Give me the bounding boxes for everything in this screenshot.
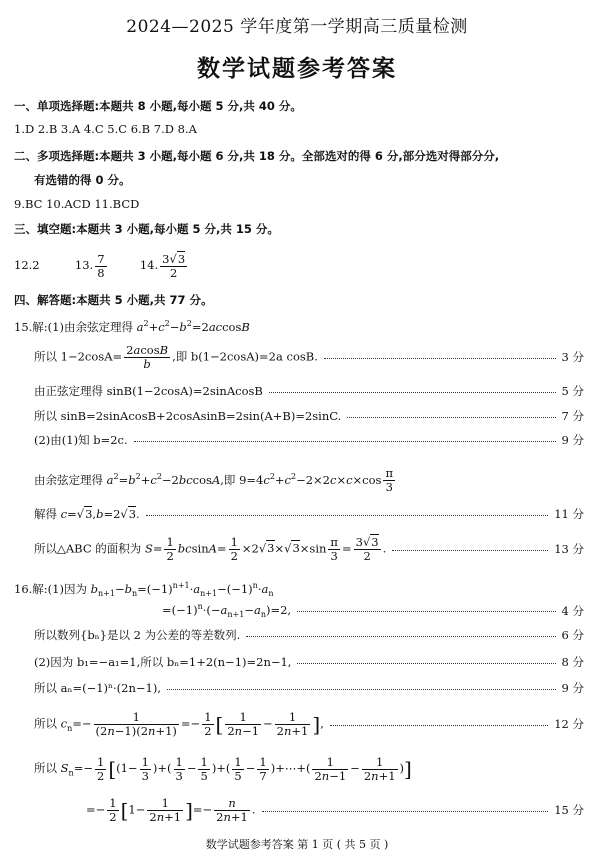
q16-step-2: 所以数列{bₙ}是以 2 为公差的等差数列. 6 分: [34, 628, 584, 642]
q15-step-4: (2)由(1)知 b=2c. 9 分: [34, 433, 584, 447]
section-2-title-cont: 有选错的得 0 分。: [34, 173, 131, 187]
section-1-answers: 1.D 2.B 3.A 4.C 5.C 6.B 7.D 8.A: [14, 122, 197, 136]
section-2-title: 二、多项选择题:本题共 3 小题,每小题 6 分,共 18 分。全部选对的得 6 分,部分选对得部分分,: [14, 149, 500, 163]
section-4-title: 四、解答题:本题共 5 小题,共 77 分。: [14, 293, 213, 307]
q16-step-6: 所以 $S_n=-$ $\frac{1}{2}$ [(1− $\frac{1}{3}$ )+( $\frac{1}{3}$ − $\frac{1}{5}$ )+( $\frac{1}{5}$ − $\frac{1}{7}$ )+⋯+( $\frac{1}{2n-1}$ − $\frac{1}{2n+1}$ )]: [34, 754, 412, 783]
q15-step-3: 所以 sinB=2sinAcosB+2cosAsinB=2sin(A+B)=2sinC. 7 分: [34, 409, 584, 423]
score-3: 3 分: [561, 350, 584, 364]
q15-step-7: 所以△ABC 的面积为 S= $\frac{1}{2}$ bcsinA= $\frac{1}{2}$ ×2√3×√3×sin $\frac{\pi}{3}$ = $\frac{3√3}{2}$ . 13 分: [34, 534, 584, 563]
page-title: 数学试题参考答案: [197, 56, 397, 82]
q16-intro: 16.解:(1)因为 $b_{n+1}-b_n=(-1)^{n+1}\cdot a_{n+1}-(-1)^n\cdot a_n$: [14, 581, 274, 599]
answer-13-label: 13.: [74, 258, 94, 272]
q16-step-4: 所以 aₙ=(−1)ⁿ·(2n−1), 9 分: [34, 681, 584, 695]
section-3-answers: [14, 250, 189, 280]
q16-step-1: $=(-1)^n\cdot(-a_{n+1}-a_n)=2$, 4 分: [162, 602, 584, 620]
page-footer: 数学试题参考答案 第 1 页 ( 共 5 页 ): [205, 838, 389, 851]
q16-step-5: 所以 $c_n=-$ $\frac{1}{(2n-1)(2n+1)}$ =− $\frac{1}{2}$ [ $\frac{1}{2n-1}$ − $\frac{1}{2n+1}$ ], 12 分: [34, 709, 584, 738]
answer-12: 12.2: [14, 258, 40, 272]
q16-step-7: =− $\frac{1}{2}$ [1− $\frac{1}{2n+1}$ ]=− $\frac{n}{2n+1}$ . 15 分: [86, 795, 584, 824]
section-3-title: 三、填空题:本题共 3 小题,每小题 5 分,共 15 分。: [14, 222, 279, 236]
q15-intro: 15.解:(1)由余弦定理得 $a^2+c^2-b^2=2accosB$: [14, 319, 250, 334]
section-2-answers: 9.BC 10.ACD 11.BCD: [14, 197, 140, 211]
q15-step-5: 由余弦定理得 $a^2=b^2+c^2-2bccosA$,即 $9=4c^2+c^2-2\times 2c\times c\times\cos$ $\frac{\pi}{3}$: [34, 466, 394, 495]
q15-step-1: 所以 1−2cosA= $\frac{2acosB}{b}$ ,即 b(1−2cosA)=2a cosB. 3 分: [34, 342, 584, 371]
answer-14-fraction: $\frac{3√3}{2}$: [162, 251, 186, 280]
q15-step-6: 解得 c=√3,b=2√3. 11 分: [34, 507, 584, 521]
answer-14-label: 14.: [139, 258, 159, 272]
q16-step-3: (2)因为 b₁=−a₁=1,所以 bₙ=1+2(n−1)=2n−1, 8 分: [34, 655, 584, 669]
answer-13-fraction: $\frac{7}{8}$: [97, 251, 105, 280]
section-1-title: 一、单项选择题:本题共 8 小题,每小题 5 分,共 40 分。: [14, 99, 302, 113]
exam-title: 2024—2025 学年度第一学期高三质量检测: [126, 17, 468, 37]
q15-step-2: 由正弦定理得 sinB(1−2cosA)=2sinAcosB 5 分: [34, 384, 584, 398]
